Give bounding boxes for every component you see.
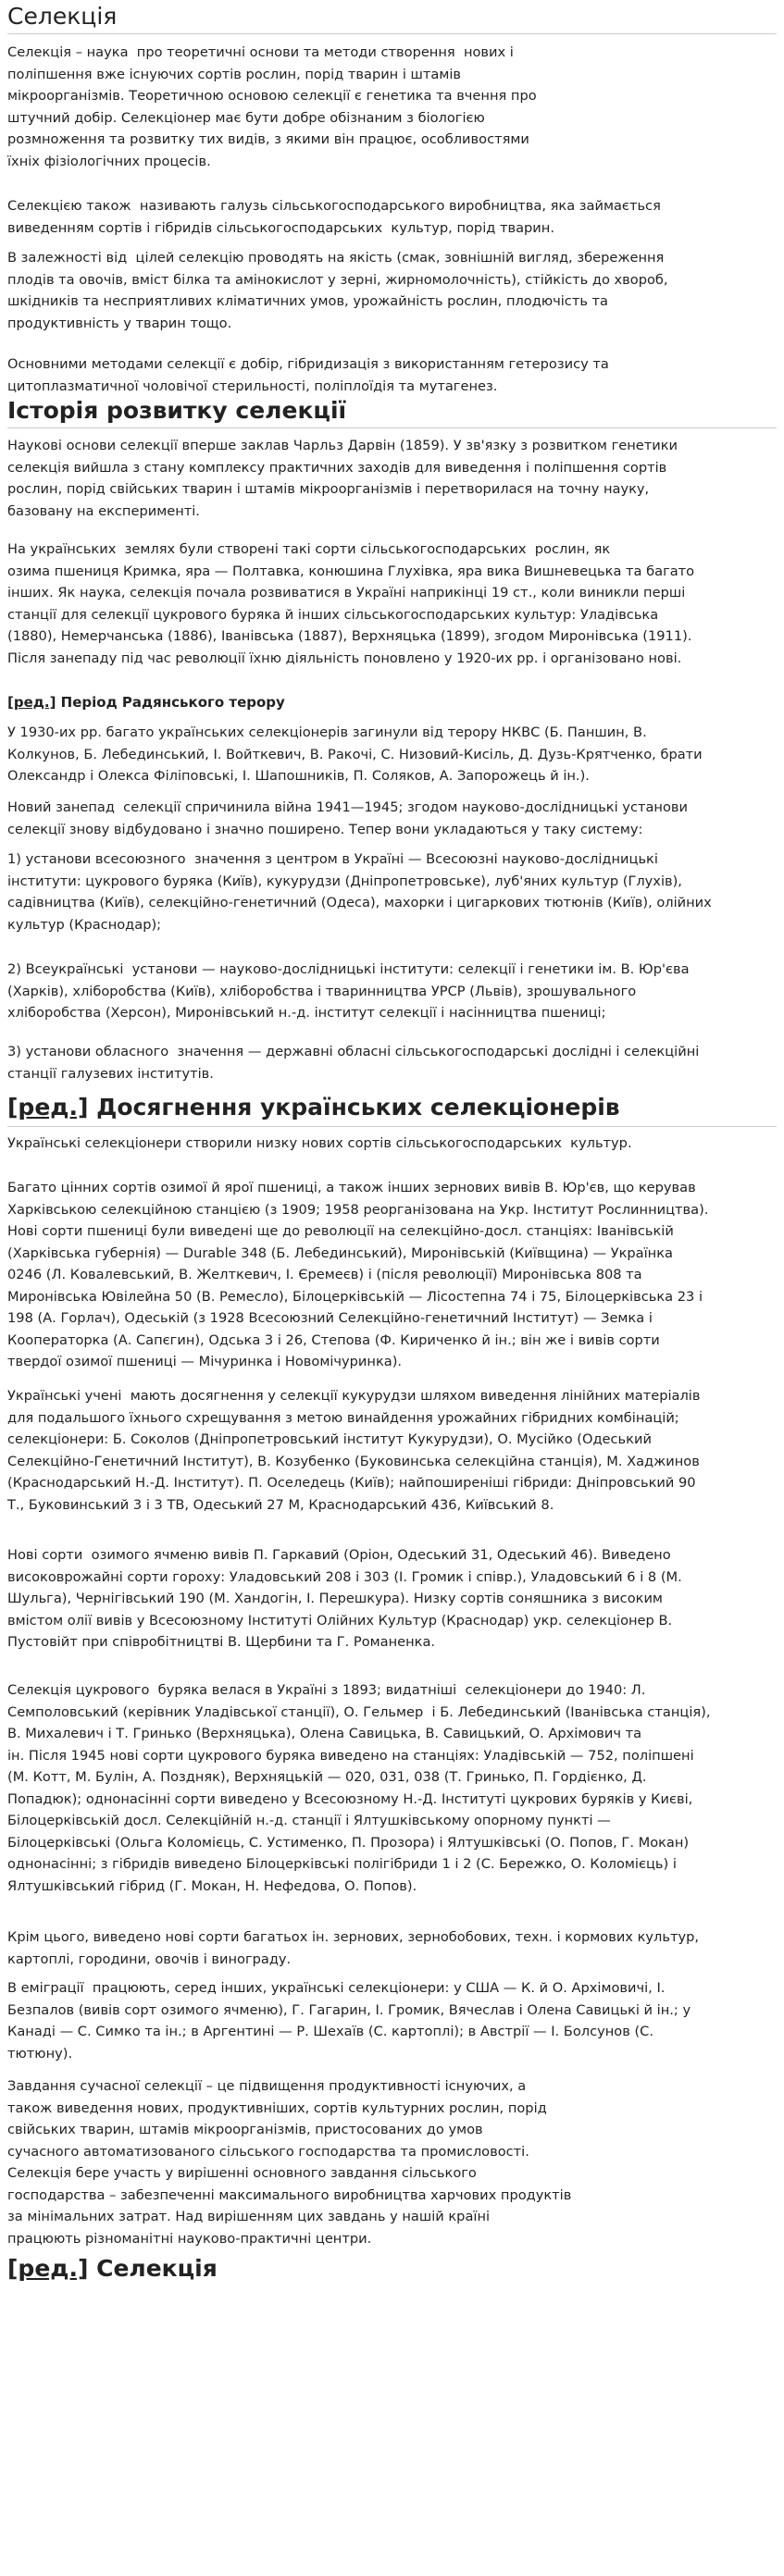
achievements-paragraph-1: Українські селекціонери створили низку нових сортів сільськогосподарських культур.: [7, 1135, 632, 1151]
terror-paragraph-2: Новий занепад селекції спричинила війна 1941—1945; згодом науково-дослідницькі установи селекції знову відбудовано і значно поширено. Тепер вони укладаються у таку систему:: [7, 799, 688, 837]
intro-paragraph-4: Основними методами селекції є добір, гібридизація з використанням гетерозису та цитоплазматичної чоловічої стерильності, поліплоїдія та мутагенез.: [7, 356, 609, 394]
terror-paragraph-1: У 1930-их рр. багато українських селекціонерів загинули від терору НКВС (Б. Паншин, В. Колкунов, Б. Лебединський, І. Войткевич, В. Ракочі, С. Низовий-Кисіль, Д. Дузь-Крятченко, брати Олександр і Олекса Філіповські, І. Шапошників, П. Соляков, А. Запорожець й ін.).: [7, 724, 703, 784]
terror-paragraph-5: 3) установи обласного значення — державні обласні сільськогосподарські дослідні і селекційні станції галузевих інститутів.: [7, 1044, 700, 1082]
edit-section-link[interactable]: [ред.]: [7, 1094, 89, 1121]
title-divider: [7, 33, 777, 34]
achievements-paragraph-5: Селекція цукрового буряка велася в Україні з 1893; видатніші селекціонери до 1940: Л. Семполовський (керівник Уладівської станції), О. Гельмер і Б. Лебединський (Іванівська станція), В. Михалевич і Т. Гринько (Верхняцька), Олена Савицька, В. Савицький, О. Архімович та ін. Після 1945 нові сорти цукрового буряка виведено на станціях: Уладівській — 752, поліпшені (М. Котт, М. Булін, А. Поздняк), Верхняцькій — 020, 031, 038 (Т. Гринько, П. Гордієнко, Д. Попадюк); однонасінні сорти виведено у Всесоюзному Н.-Д. Інституті цукрових буряків у Києві, Білоцерківській досл. Селекційній н.-д. станції і Ялтушківському опорному пункті — Білоцерківські (Ольга Коломієць, С. Устименко, П. Прозора) і Ялтушківські (О. Попов, Г. Мокан) однонасінні; з гібридів виведено Білоцерківські полігібриди 1 і 2 (С. Бережко, О. Коломієць) і Ялтушківський гібрид (Г. Мокан, Н. Нефедова, О. Попов).: [7, 1682, 711, 1894]
history-heading: Історія розвитку селекції: [7, 397, 347, 424]
achievements-heading: [7, 1093, 620, 1122]
achievements-paragraph-7: В еміграції працюють, серед інших, українські селекціонери: у США — К. й О. Архімовичі, І. Безпалов (вивів сорт озимого ячменю), Г. Гагарин, І. Громик, Вячеслав і Олена Савицькі й ін.; у Канаді — С. Симко та ін.; в Аргентині — Р. Шехаїв (С. картоплі); в Австрії — І. Болсунов (С. тютюну).: [7, 1980, 691, 2062]
selection-heading-text: Селекція: [96, 2255, 218, 2282]
history-divider: [7, 427, 777, 428]
achievements-paragraph-8: Завдання сучасної селекції – це підвищення продуктивності існуючих, а також виведення нових, продуктивніших, сортів культурних рослин, порід свійських тварин, штамів мікроорганізмів, пристосованих до умов сучасного автоматизованого сільського господарства та промисловості. Селекція бере участь у вирішенні основного завдання сільського господарства – забезпеченні максимального виробництва харчових продуктів за мінімальних затрат. Над вирішенням цих завдань у нашій країні працюють різноманітні науково-практичні центри.: [7, 2078, 572, 2247]
intro-paragraph-3: В залежності від цілей селекцію проводять на якість (смак, зовнішній вигляд, збереження плодів та овочів, вміст білка та амінокислот у зерні, жирномолочність), стійкість до хвороб, шкідників та несприятливих кліматичних умов, урожайність рослин, плодючість та продуктивність у тварин тощо.: [7, 250, 668, 331]
edit-section-link[interactable]: [ред.]: [7, 2255, 89, 2282]
terror-paragraph-4: 2) Всеукраїнські установи — науково-дослідницькі інститути: селекції і генетики ім. В. Юр'єва (Харків), хліборобства (Київ), хліборобства і тваринництва УРСР (Львів), зрошувального хліборобства (Херсон), Миронівський н.-д. інститут селекції і насінництва пшениці;: [7, 961, 690, 1021]
terror-paragraph-3: 1) установи всесоюзного значення з центром в Україні — Всесоюзні науково-дослідницькі інститути: цукрового буряка (Київ), кукурудзи (Дніпропетровське), луб'яних культур (Глухів), садівництва (Київ), селекційно-генетичний (Одеса), махорки і цигаркових тютюнів (Київ), олійних культур (Краснодар);: [7, 851, 712, 933]
intro-paragraph-1: Селекція – наука про теоретичні основи та методи створення нових і поліпшення вже існуючих сортів рослин, порід тварин і штамів мікроорганізмів. Теоретичною основою селекції є генетика та вчення про штучний добір. Селекціонер має бути добре обізнаним з біологією розмноження та розвитку тих видів, з якими він працює, особливостями їхніх фізіологічних процесів.: [7, 44, 537, 169]
intro-paragraph-2: Селекцією також називають галузь сільськогосподарського виробництва, яка займається виведенням сортів і гібридів сільськогосподарських культур, порід тварин.: [7, 198, 661, 236]
page-title: Селекція: [7, 3, 118, 30]
achievements-paragraph-4: Нові сорти озимого ячменю вивів П. Гаркавий (Оріон, Одеський 31, Одеський 46). Виведено високоврожайні сорти гороху: Уладовський 208 і 303 (І. Громик і співр.), Уладовський 6 і 8 (М. Шульга), Чернігівський 190 (М. Хандогін, І. Перешкура). Низку сортів соняшника з високим вмістом олії вивів у Всесоюзному Інституті Олійних Культур (Краснодар) укр. селекціонер В. Пустовійт при співробітництві В. Щербини та Г. Романенка.: [7, 1547, 682, 1650]
achievements-divider: [7, 1126, 777, 1127]
achievements-paragraph-6: Крім цього, виведено нові сорти багатьох ін. зернових, зернобобових, техн. і кормових культур, картоплі, городини, овочів і винограду.: [7, 1929, 700, 1967]
achievements-paragraph-2: Багато цінних сортів озимої й ярої пшениці, а також інших зернових вивів В. Юр'єв, що керував Харківською селекційною станцією (з 1909; 1958 реорганізована на Укр. Інститут Рослинництва). Нові сорти пшениці були виведені ще до революції на селекційно-досл. станціях: Іванівській (Харківська губернія) — Durable 348 (Б. Лебединський), Миронівській (Київщина) — Українка 0246 (Л. Ковалевський, В. Желткевич, І. Єремеєв) і (після революції) Миронівська 808 та Миронівська Ювілейна 50 (В. Ремесло), Білоцерківській — Лісостепна 74 і 75, Білоцерківська 23 і 198 (А. Горлач), Одеській (з 1928 Всесоюзний Селекційно-генетичний Інститут) — Земка і Кооператорка (А. Сапєгин), Одська 3 і 26, Степова (Ф. Кириченко й ін.; він же і вивів сорти твердої озимої пшениці — Мічуринка і Новомічуринка).: [7, 1180, 709, 1369]
edit-section-link[interactable]: [ред.]: [7, 694, 56, 711]
history-paragraph-1: Наукові основи селекції вперше заклав Чарльз Дарвін (1859). У зв'язку з розвитком генетики селекція вийшла з стану комплексу практичних заходів для виведення і поліпшення сортів рослин, порід свійських тварин і штамів мікроорганізмів і перетворилася на точну науку, базовану на експерименті.: [7, 438, 678, 519]
selection-heading: [7, 2254, 218, 2284]
history-paragraph-2: На українських землях були створені такі сорти сільськогосподарських рослин, як озима пшениця Кримка, яра — Полтавка, конюшина Глухівка, яра вика Вишневецька та багато інших. Як наука, селекція почала розвиватися в Україні наприкінці 19 ст., коли виникли перші станції для селекції цукрового буряка й інших сільськогосподарських культур: Уладівська (1880), Немерчанська (1886), Іванівська (1887), Верхняцька (1899), згодом Миронівська (1911). Після занепаду під час революції їхню діяльність поновлено у 1920-их рр. і організовано нові.: [7, 541, 695, 666]
terror-heading-text: Період Радянського терору: [60, 694, 285, 711]
terror-heading: [7, 692, 285, 712]
achievements-heading-text: Досягнення українських селекціонерів: [96, 1094, 620, 1121]
achievements-paragraph-3: Українські учені мають досягнення у селекції кукурудзи шляхом виведення лінійних матеріалів для подальшого їхнього схрещування з метою винайдення урожайних гібридних комбінацій; селекціонери: Б. Соколов (Дніпропетровський інститут Кукурудзи), О. Мусійко (Одеський Селекційно-Генетичний Інститут), В. Козубенко (Буковинська селекційна станція), М. Хаджинов (Краснодарський Н.-Д. Інститут). П. Оселедець (Київ); найпоширеніші гібриди: Дніпровський 90 Т., Буковинський 3 і 3 ТВ, Одеський 27 М, Краснодарський 436, Київський 8.: [7, 1388, 701, 1513]
